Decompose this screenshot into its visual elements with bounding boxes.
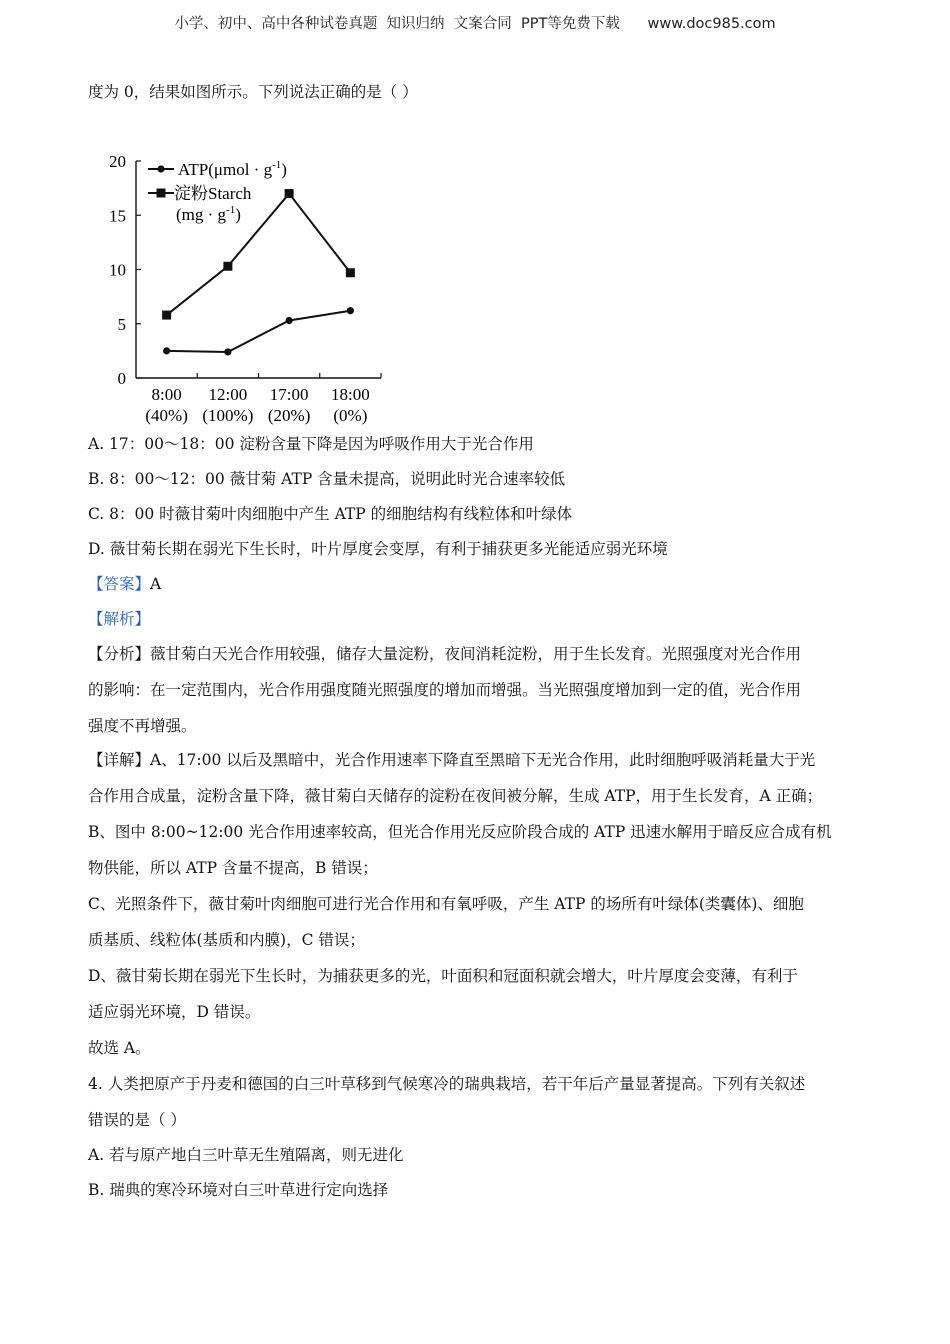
data-point-atp [224, 348, 231, 355]
data-point-starch [346, 268, 355, 277]
legend-starch-unit: $(mg \cdot g^{-1})$ [176, 204, 241, 224]
detail-line: 质基质、线粒体(基质和内膜)，C 错误； [88, 931, 365, 949]
detail-line: C、光照条件下，薇甘菊叶肉细胞可进行光合作用和有氧呼吸，产生 ATP 的场所有叶绿体(类囊体)、细胞 [88, 895, 804, 913]
document-body [88, 80, 878, 1202]
x-tick-label: 18:00 [331, 385, 370, 404]
chart-svg [96, 126, 396, 426]
x-tick-label: 17:00 [269, 385, 309, 404]
legend-atp-label: $ATP(\mu mol \cdot g^{-1})$ [178, 159, 287, 179]
data-point-atp [163, 347, 170, 354]
question4-stem: 错误的是（ ） [88, 1111, 186, 1129]
y-tick-label: 5 [117, 314, 126, 334]
y-tick-label: 15 [109, 206, 126, 226]
option-b: B. 8：00～12：00 薇甘菊 ATP 含量未提高，说明此时光合速率较低 [88, 470, 566, 488]
analysis-label: 【解析】 [88, 610, 151, 628]
page-header: 小学、初中、高中各种试卷真题 知识归纳 文案合同 PPT等免费下载 www.doc985.com [174, 16, 776, 32]
y-tick-label: 0 [117, 369, 126, 388]
x-tick-sublabel: (20%) [267, 406, 311, 425]
analysis-line: 强度不再增强。 [88, 717, 197, 735]
chart [96, 126, 396, 426]
answer-label: 【答案】 [88, 575, 151, 593]
detail-line: D、薇甘菊长期在弱光下生长时，为捕获更多的光，叶面积和冠面积就会增大，叶片厚度会变薄，有利于 [88, 967, 798, 985]
x-tick-sublabel: (0%) [333, 406, 368, 425]
option-d: D. 薇甘菊长期在弱光下生长时，叶片厚度会变厚，有利于捕获更多光能适应弱光环境 [88, 540, 668, 558]
x-tick-sublabel: (40%) [145, 406, 188, 425]
answer-line [88, 572, 878, 596]
y-tick-label: 20 [109, 152, 126, 171]
legend-starch-marker [157, 189, 166, 198]
question4-option-a: A. 若与原产地白三叶草无生殖隔离，则无进化 [88, 1146, 404, 1164]
data-point-starch [285, 189, 294, 198]
analysis-line: 【分析】薇甘菊白天光合作用较强，储存大量淀粉，夜间消耗淀粉，用于生长发育。光照强度对光合作用 [88, 645, 802, 663]
option-a: A. 17：00～18：00 淀粉含量下降是因为呼吸作用大于光合作用 [88, 435, 534, 453]
x-tick-sublabel: (100%) [202, 406, 254, 425]
detail-line: 适应弱光环境，D 错误。 [88, 1003, 261, 1021]
detail-line: 故选 A。 [88, 1039, 151, 1057]
y-tick-label: 10 [109, 260, 126, 280]
analysis-line: 的影响：在一定范围内，光合作用强度随光照强度的增加而增强。当光照强度增加到一定的值，光合作用 [88, 681, 802, 699]
question4-option-b: B. 瑞典的寒冷环境对白三叶草进行定向选择 [88, 1181, 389, 1199]
data-point-starch [162, 311, 171, 320]
question3-intro: 度为 0，结果如图所示。下列说法正确的是（ ） [88, 83, 418, 101]
option-c: C. 8：00 时薇甘菊叶肉细胞中产生 ATP 的细胞结构有线粒体和叶绿体 [88, 505, 573, 523]
legend-atp-marker [157, 165, 164, 172]
data-point-starch [223, 262, 232, 271]
detail-line: 物供能，所以 ATP 含量不提高，B 错误； [88, 859, 378, 877]
detail-line: 合作用合成量，淀粉含量下降，薇甘菊白天储存的淀粉在夜间被分解，生成 ATP，用于生长发育，A 正确； [88, 787, 823, 805]
detail-line: B、图中 8:00~12:00 光合作用速率较高，但光合作用光反应阶段合成的 ATP 迅速水解用于暗反应合成有机 [88, 823, 832, 841]
data-point-atp [347, 307, 354, 314]
legend-starch-label: 淀粉Starch [174, 184, 252, 203]
data-point-atp [286, 317, 293, 324]
question4-stem: 4. 人类把原产于丹麦和德国的白三叶草移到气候寒冷的瑞典栽培，若干年后产量显著提高。下列有关叙述 [88, 1075, 806, 1093]
series-line-atp [167, 311, 351, 352]
x-tick-label: 8:00 [151, 385, 182, 404]
x-tick-label: 12:00 [208, 385, 248, 404]
answer-value: A [150, 575, 162, 593]
detail-line: 【详解】A、17:00 以后及黑暗中，光合作用速率下降直至黑暗下无光合作用，此时细胞呼吸消耗量大于光 [88, 751, 816, 769]
